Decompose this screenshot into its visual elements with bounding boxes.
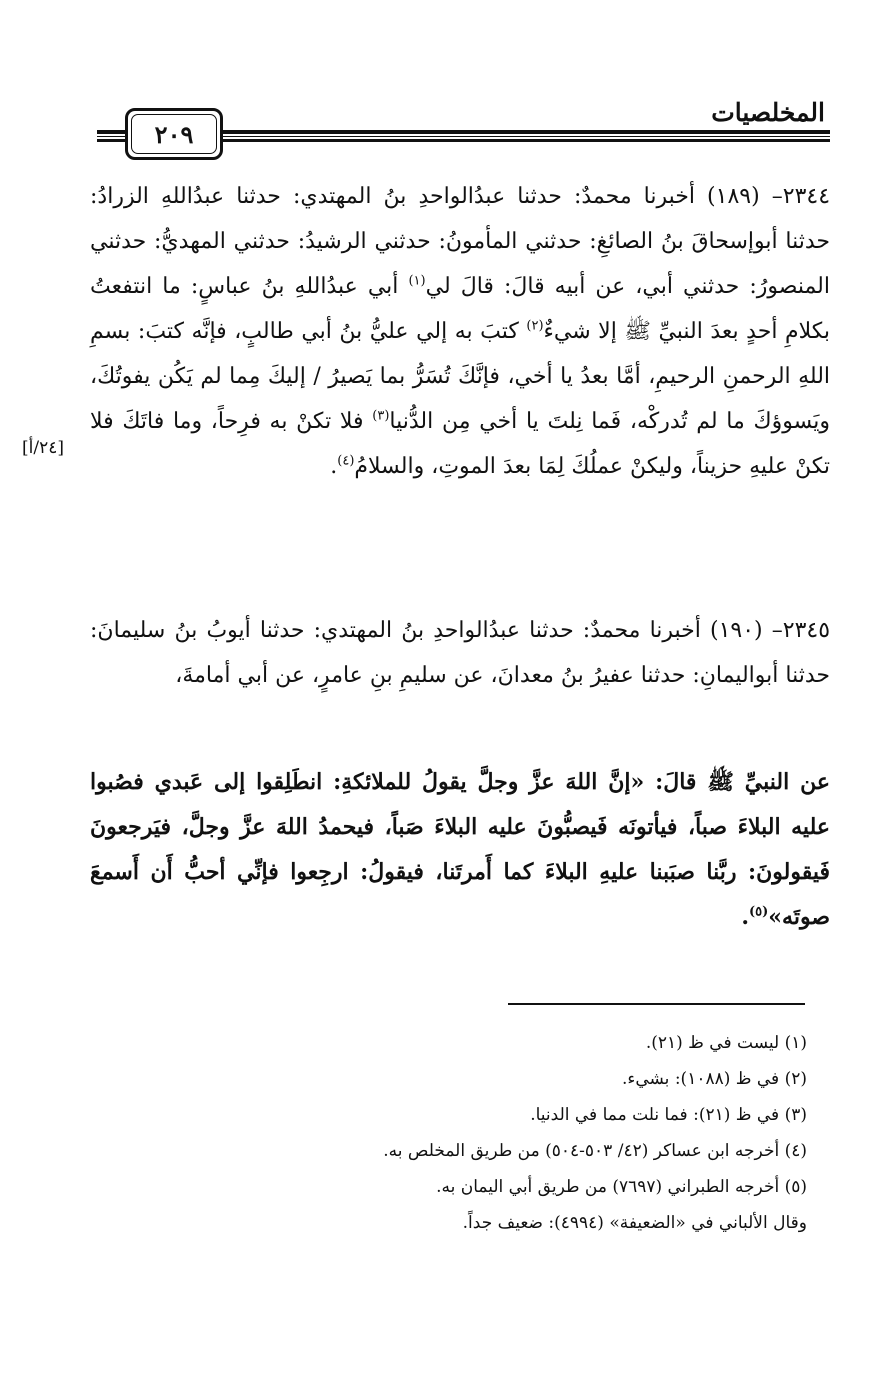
text-line: نِلتَ يا أخي مِن الدُّنيا [389, 409, 583, 434]
footnote-ref: (٢) [526, 318, 544, 334]
page-number-text: ٢٠٩ [154, 119, 194, 149]
text-line: حدثني المهديُّ: حدثني المنصورُ: حدثني أبي، عن أبيه قالَ: قالَ لي [90, 229, 830, 299]
footnote: (٣) في ظ (٢١): فما نلت مما في الدنيا. [530, 1105, 807, 1125]
text-line: فإنَّكَ تُسَرُّ بما يَصيرُ / إليكَ مِما لم يَكُن يفوتُكَ، ويَسوؤكَ ما لم تُدركْه، فَما [90, 364, 830, 434]
footnote-ref: (١) [408, 273, 426, 289]
hadith-2345-matn [90, 760, 830, 940]
running-header-title: المخلصيات [711, 98, 825, 127]
text-line: أبي [367, 274, 409, 299]
footnote: (٢) في ظ (١٠٨٨): بشيء. [621, 1069, 807, 1089]
footnote: (٤) أخرجه ابن عساكر (٤٢/ ٥٠٣-٥٠٤) من طريق المخلص به. [383, 1141, 807, 1161]
footnote-ref: (٣) [372, 408, 390, 424]
footnote: وقال الألباني في «الضعيفة» (٤٩٩٤): ضعيف جداً. [462, 1213, 807, 1233]
text-line: ٢٣٤٥– (١٩٠) أخبرنا محمدٌ: حدثنا عبدُالواحدِ بنُ المهتدي: حدثنا [259, 618, 831, 643]
footnote-ref: (٥) [748, 904, 769, 920]
text-line: فصُبوا عليه البلاءَ صباً، فيأتونَه فَيصبُّونَ عليه البلاءَ صَباً، فيحمدُ اللهَ عزَّ وجلَّ، [90, 769, 830, 840]
text-line: عبدُاللهِ الزرادُ: حدثنا أبوإسحاقَ بنُ الصائغِ: حدثني المأمونُ: حدثني الرشيدُ: [90, 184, 830, 254]
text-line: عامرٍ، عن أبي أمامةَ، [175, 663, 363, 688]
hadith-2345-isnad [90, 608, 830, 698]
hadith-2344 [90, 174, 830, 489]
text-line: عن النبيِّ ﷺ قالَ: «إنَّ اللهَ عزَّ وجلَّ يقولُ للملائكةِ: انطَلِقوا إلى عَبدي [154, 769, 830, 795]
footnote-ref: (٤) [337, 453, 355, 469]
footnote: (٥) أخرجه الطبراني (٧٦٩٧) من طريق أبي اليمان به. [436, 1177, 807, 1197]
text-line: ٢٣٤٤– (١٨٩) أخبرنا محمدٌ: حدثنا عبدُالواحدِ بنُ المهتدي: حدثنا [236, 184, 831, 209]
text-line: فلا تكنْ به فرِحاً، وما فاتَكَ فلا تكنْ عليهِ حزيناً، [90, 409, 830, 479]
text-line: . [741, 904, 749, 930]
footnotes [107, 1025, 807, 1241]
text-line: كتبَ به [454, 319, 527, 344]
text-line: أحبُّ أَن أَسمعَ صوتَه» [90, 859, 830, 930]
footnote-divider [508, 1003, 805, 1005]
text-line: وليكنْ عملُكَ لِمَا بعدَ الموتِ، والسلامُ [354, 454, 683, 479]
text-line: . [330, 454, 338, 479]
footnote: (١) ليست في ظ (٢١). [645, 1033, 807, 1053]
page-number [125, 108, 223, 160]
text-line: أيوبُ بنُ سليمانَ: حدثنا أبواليمانِ: حدثنا عفيرُ بنُ معدانَ، عن سليمِ بنِ [90, 618, 830, 688]
text-line: إلي عليُّ بنُ أبي طالبٍ، فإنَّه كتبَ: بسمِ اللهِ الرحمنِ الرحيمِ، أمَّا بعدُ يا أخي، [90, 319, 831, 389]
text-line: عبدُاللهِ بنُ عباسٍ: ما انتفعتُ بكلامِ أحدٍ بعدَ النبيِّ ﷺ إلا شيءٌ [90, 274, 830, 344]
text-line: فيَرجعونَ فَيقولونَ: ربَّنا صبَبنا عليهِ البلاءَ كما أَمرتَنا، فيقولُ: ارجِعوا فإنِّي [90, 814, 830, 885]
manuscript-folio-note: [٢٤/أ] [22, 438, 64, 458]
